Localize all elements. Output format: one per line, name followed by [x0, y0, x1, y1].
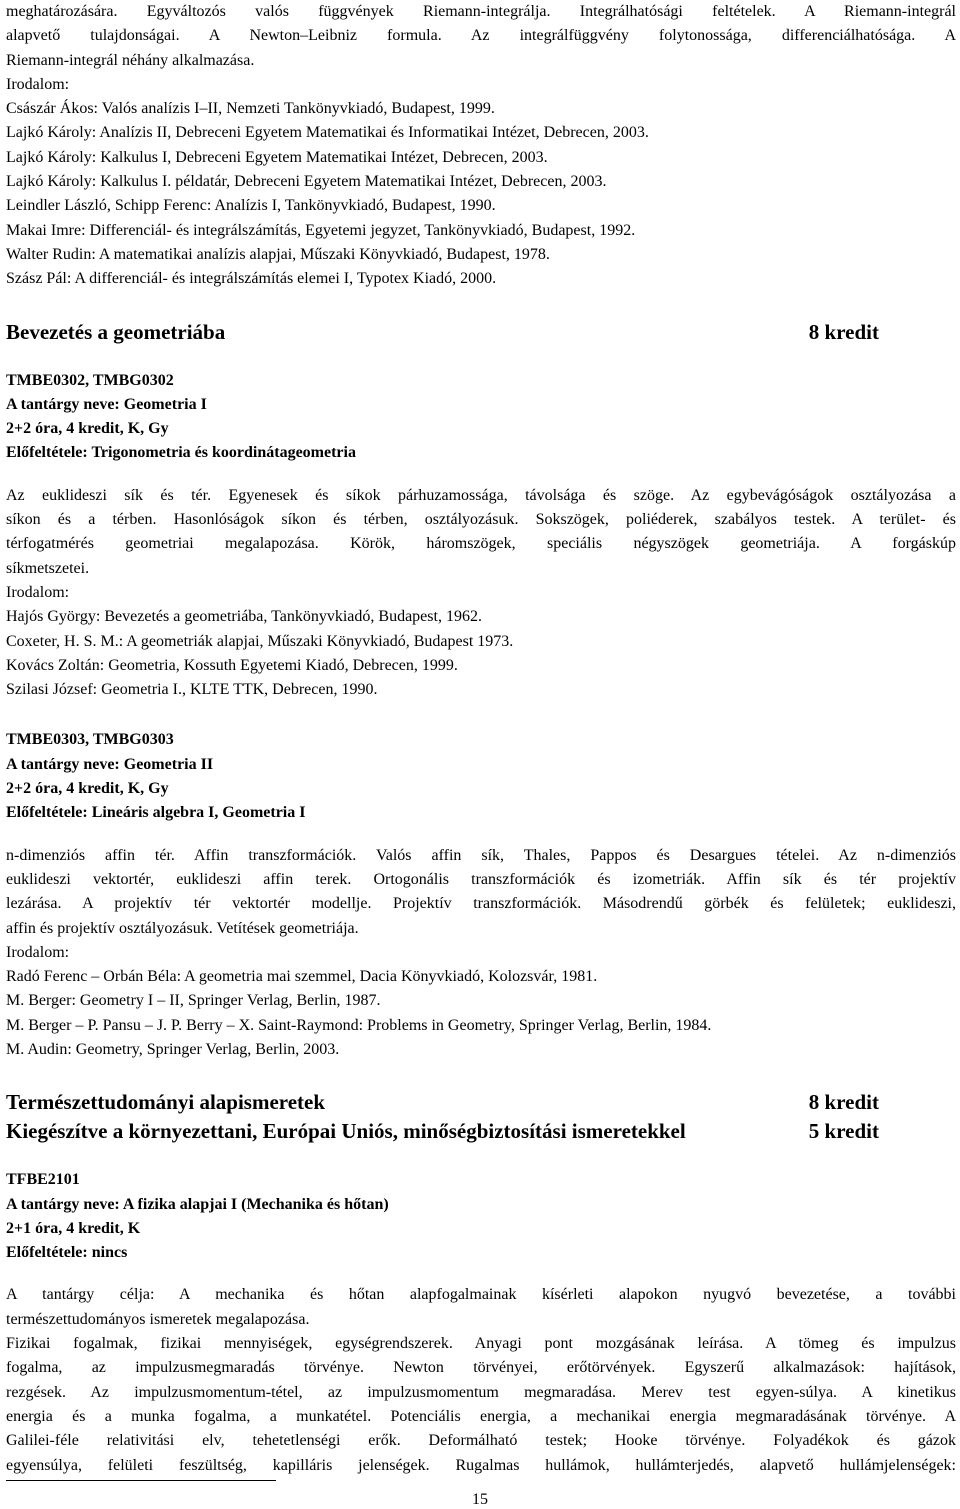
literature-item: M. Berger: Geometry I – II, Springer Verlag, Berlin, 1987. — [6, 992, 381, 1010]
literature-item: Szilasi József: Geometria I., KLTE TTK, Debrecen, 1990. — [6, 681, 378, 699]
prev-course-description — [6, 0, 956, 73]
literature-item: M. Audin: Geometry, Springer Verlag, Berlin, 2003. — [6, 1040, 340, 1058]
literature-label: Irodalom: — [6, 943, 70, 961]
literature-item: Coxeter, H. S. M.: A geometriák alapjai, Műszaki Könyvkiadó, Budapest 1973. — [6, 632, 514, 650]
section-credit: 5 kredit — [808, 1119, 879, 1144]
literature-item: Makai Imre: Differenciál- és integrálszámítás, Egyetemi jegyzet, Tankönyvkiadó, Budapest, 1992. — [6, 221, 636, 239]
text-line: Riemann-integrál néhány alkalmazása. — [6, 51, 255, 69]
text-line: Az euklideszi sík és tér. Egyenesek és síkok párhuzamossága, távolsága és szöge. Az egybevágóságok osztályozása a — [6, 486, 956, 504]
text-line: affin és projektív osztályozásuk. Vetítések geometriája. — [6, 919, 359, 937]
section-subheading — [6, 1117, 879, 1146]
literature-label: Irodalom: — [6, 75, 70, 93]
text-line: természettudományos ismeretek megalapozása. — [6, 1310, 310, 1328]
text-line: síkmetszetei. — [6, 559, 90, 577]
text-line: rezgések. Az impulzusmomentum-tétel, az impulzusmomentum megmaradása. Merev test egyen-súlya. A kinetikus — [6, 1383, 956, 1401]
text-line: meghatározására. Egyváltozós valós függvények Riemann-integrálja. Integrálhatósági feltételek. A Riemann-integrál — [6, 3, 956, 20]
literature-item: Leindler László, Schipp Ferenc: Analízis I, Tankönyvkiadó, Budapest, 1990. — [6, 197, 496, 215]
text-line: energia és a munka fogalma, a munkatétel. Potenciális energia, a mechanikai energia megmaradásának törvénye. A — [6, 1407, 956, 1425]
course-geometry-1 — [6, 369, 956, 703]
text-line: A tantárgy célja: A mechanika és hőtan alapfogalmainak kísérleti alapokon nyugvó bevezetése, a további — [6, 1286, 956, 1304]
text-line: térfogatmérés geometriai megalapozása. Körök, háromszögek, speciális négyszögek geometriája. A forgáskúp — [6, 535, 956, 553]
text-line: síkon és a térben. Hasonlóságok síkon és térben, osztályozásuk. Sokszögek, poliéderek, szabályos testek. A terület- és — [6, 511, 956, 529]
course-hours: 2+2 óra, 4 kredit, K, Gy — [6, 780, 169, 798]
section-subtitle: Kiegészítve a környezettani, Európai Uniós, minőségbiztosítási ismeretekkel — [6, 1119, 686, 1144]
literature-item: Radó Ferenc – Orbán Béla: A geometria mai szemmel, Dacia Könyvkiadó, Kolozsvár, 1981. — [6, 968, 598, 986]
literature-item: Lajkó Károly: Kalkulus I. példatár, Debreceni Egyetem Matematikai Intézet, Debrecen, 2003. — [6, 173, 607, 191]
section-credit: 8 kredit — [808, 1090, 879, 1115]
course-geometry-2 — [6, 728, 956, 1062]
literature-item: Hajós György: Bevezetés a geometriába, Tankönyvkiadó, Budapest, 1962. — [6, 608, 482, 626]
literature-item: Walter Rudin: A matematikai analízis alapjai, Műszaki Könyvkiadó, Budapest, 1978. — [6, 245, 550, 263]
course-codes: TMBE0302, TMBG0302 — [6, 371, 174, 389]
section-title: Természettudományi alapismeretek — [6, 1090, 326, 1115]
prev-course-literature — [6, 73, 956, 292]
document-page — [6, 0, 956, 1478]
section-credit: 8 kredit — [808, 319, 879, 344]
text-line: Galilei-féle relativitási elv, tehetetlenségi erők. Deformálható testek; Hooke törvénye. Folyadékok és gázok — [6, 1432, 956, 1450]
literature-item: Lajkó Károly: Kalkulus I, Debreceni Egyetem Matematikai Intézet, Debrecen, 2003. — [6, 148, 548, 166]
course-physics-1 — [6, 1168, 956, 1478]
course-name: A tantárgy neve: Geometria II — [6, 755, 214, 773]
course-prerequisite: Előfeltétele: nincs — [6, 1244, 128, 1262]
text-line: euklideszi vektortér, euklideszi affin terek. Ortogonális transzformációk és izometriák. Affin sík és tér projektív — [6, 870, 956, 888]
section-heading-natural-sciences — [6, 1088, 879, 1117]
text-line: alapvető tulajdonságai. A Newton–Leibniz formula. Az integrálfüggvény folytonossága, differenciálhatósága. A — [6, 27, 956, 45]
text-line: fogalma, az impulzusmegmaradás törvénye. Newton törvényei, erőtörvények. Egyszerű alkalmazások: hajítások, — [6, 1359, 956, 1377]
text-line: Fizikai fogalmak, fizikai mennyiségek, egységrendszerek. Anyagi pont mozgásának leírása. A tömeg és impulzus — [6, 1335, 956, 1353]
course-hours: 2+1 óra, 4 kredit, K — [6, 1219, 141, 1237]
course-name: A tantárgy neve: Geometria I — [6, 395, 207, 413]
section-title: Bevezetés a geometriába — [6, 319, 226, 344]
text-line: egyensúlya, felületi feszültség, kapilláris jelenségek. Rugalmas hullámok, hullámterjedés, alapvető hullámjelenségek: — [6, 1456, 956, 1474]
literature-item: Lajkó Károly: Analízis II, Debreceni Egyetem Matematikai és Informatikai Intézet, Debrecen, 2003. — [6, 124, 649, 142]
literature-label: Irodalom: — [6, 583, 70, 601]
literature-item: Kovács Zoltán: Geometria, Kossuth Egyetemi Kiadó, Debrecen, 1999. — [6, 656, 458, 674]
course-prerequisite: Előfeltétele: Trigonometria és koordinátageometria — [6, 444, 356, 462]
course-hours: 2+2 óra, 4 kredit, K, Gy — [6, 420, 169, 438]
literature-item: Szász Pál: A differenciál- és integrálszámítás elemei I, Typotex Kiadó, 2000. — [6, 270, 497, 288]
course-name: A tantárgy neve: A fizika alapjai I (Mechanika és hőtan) — [6, 1195, 389, 1213]
literature-item: M. Berger – P. Pansu – J. P. Berry – X. Saint-Raymond: Problems in Geometry, Springer Verlag, Berlin, 1984. — [6, 1016, 712, 1034]
course-prerequisite: Előfeltétele: Lineáris algebra I, Geometria I — [6, 804, 306, 822]
literature-item: Császár Ákos: Valós analízis I–II, Nemzeti Tankönyvkiadó, Budapest, 1999. — [6, 100, 495, 118]
footer-rule — [6, 1480, 276, 1481]
course-codes: TMBE0303, TMBG0303 — [6, 731, 174, 749]
course-codes: TFBE2101 — [6, 1171, 80, 1189]
section-heading-geometry — [6, 318, 879, 347]
text-line: lezárása. A projektív tér vektortér modellje. Projektív transzformációk. Másodrendű görbék és felületek; euklideszi, — [6, 895, 956, 913]
text-line: n-dimenziós affin tér. Affin transzformációk. Valós affin sík, Thales, Pappos és Desargues tételei. Az n-dimenziós — [6, 846, 956, 864]
page-number: 15 — [472, 1491, 488, 1508]
